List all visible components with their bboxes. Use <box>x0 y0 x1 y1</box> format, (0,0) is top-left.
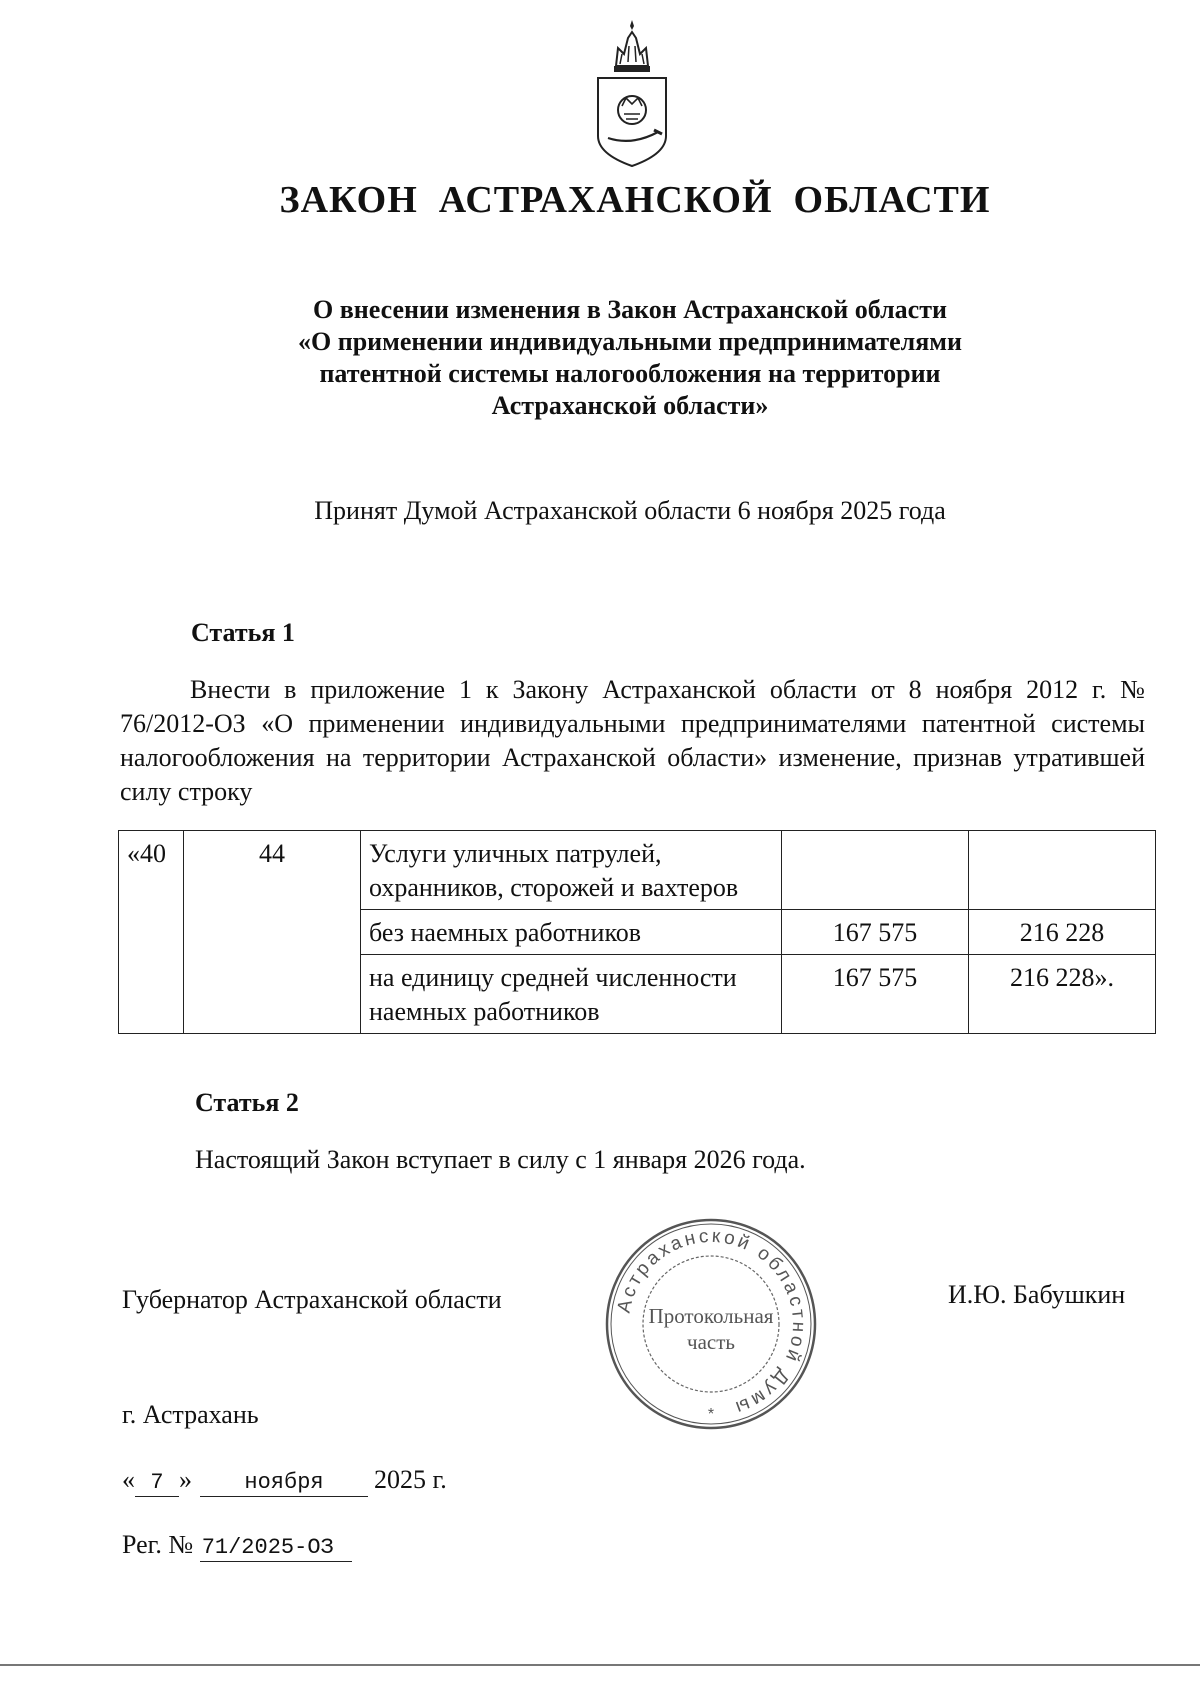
table-cell-value: 216 228 <box>969 910 1156 955</box>
date-month: ноября <box>200 1470 368 1497</box>
stamp-center-line: часть <box>687 1330 735 1354</box>
law-title: ЗАКОН АСТРАХАНСКОЙ ОБЛАСТИ <box>279 179 991 221</box>
stamp-center-line: Протокольная <box>648 1304 774 1328</box>
stamp-ring-text: Астраханской областной Думы <box>613 1225 810 1419</box>
signatory-name: И.Ю. Бабушкин <box>948 1280 1126 1309</box>
signing-date <box>122 1465 447 1497</box>
subtitle-line: «О применении индивидуальными предпринимателями <box>297 327 962 356</box>
subtitle-line: О внесении изменения в Закон Астраханской области <box>313 295 947 324</box>
table-cell-value: 167 575 <box>782 910 969 955</box>
table-row <box>119 831 1156 910</box>
registration-number: 71/2025-ОЗ <box>200 1535 352 1562</box>
coat-of-arms-emblem <box>588 18 676 170</box>
date-day: 7 <box>135 1470 179 1497</box>
law-subtitle <box>200 294 1060 422</box>
table-cell-label: без наемных работников <box>361 910 782 955</box>
date-year: 2025 г. <box>374 1465 447 1494</box>
table-cell-label: на единицу средней численности наемных работников <box>361 955 782 1034</box>
table-cell-empty <box>782 831 969 910</box>
page-divider <box>0 1664 1200 1666</box>
registration-line <box>122 1530 352 1562</box>
official-stamp <box>600 1213 822 1435</box>
article-1-heading: Статья 1 <box>191 618 295 647</box>
city: г. Астрахань <box>122 1400 259 1429</box>
table-cell-empty <box>969 831 1156 910</box>
table-cell-service: Услуги уличных патрулей, охранников, сторожей и вахтеров <box>361 831 782 910</box>
article-2-heading: Статья 2 <box>195 1088 299 1117</box>
signatory-position: Губернатор Астраханской области <box>122 1285 502 1314</box>
subtitle-line: патентной системы налогообложения на территории <box>319 359 941 388</box>
table-cell-row-number: «40 <box>119 831 184 1034</box>
subtitle-line: Астраханской области» <box>491 391 769 420</box>
date-open-quote: « <box>122 1465 135 1494</box>
adoption-statement: Принят Думой Астраханской области 6 ноября 2025 года <box>314 496 946 525</box>
registration-label: Рег. № <box>122 1530 194 1559</box>
date-close-quote: » <box>179 1465 192 1494</box>
table-cell-code: 44 <box>184 831 361 1034</box>
stamp-star: * <box>707 1406 715 1423</box>
article-2-text: Настоящий Закон вступает в силу с 1 января 2026 года. <box>195 1145 806 1174</box>
table-cell-value: 167 575 <box>782 955 969 1034</box>
article-1-text: Внести в приложение 1 к Закону Астраханской области от 8 ноября 2012 г. № 76/2012-ОЗ «О применении индивидуальными предпринимателями патентной системы налогообложения на территории Астраханской области» изменение, признав утратившей силу строку <box>120 675 1145 806</box>
repealed-row-table <box>118 830 1156 1034</box>
table-cell-value: 216 228». <box>969 955 1156 1034</box>
article-1-text-block <box>120 673 1145 809</box>
